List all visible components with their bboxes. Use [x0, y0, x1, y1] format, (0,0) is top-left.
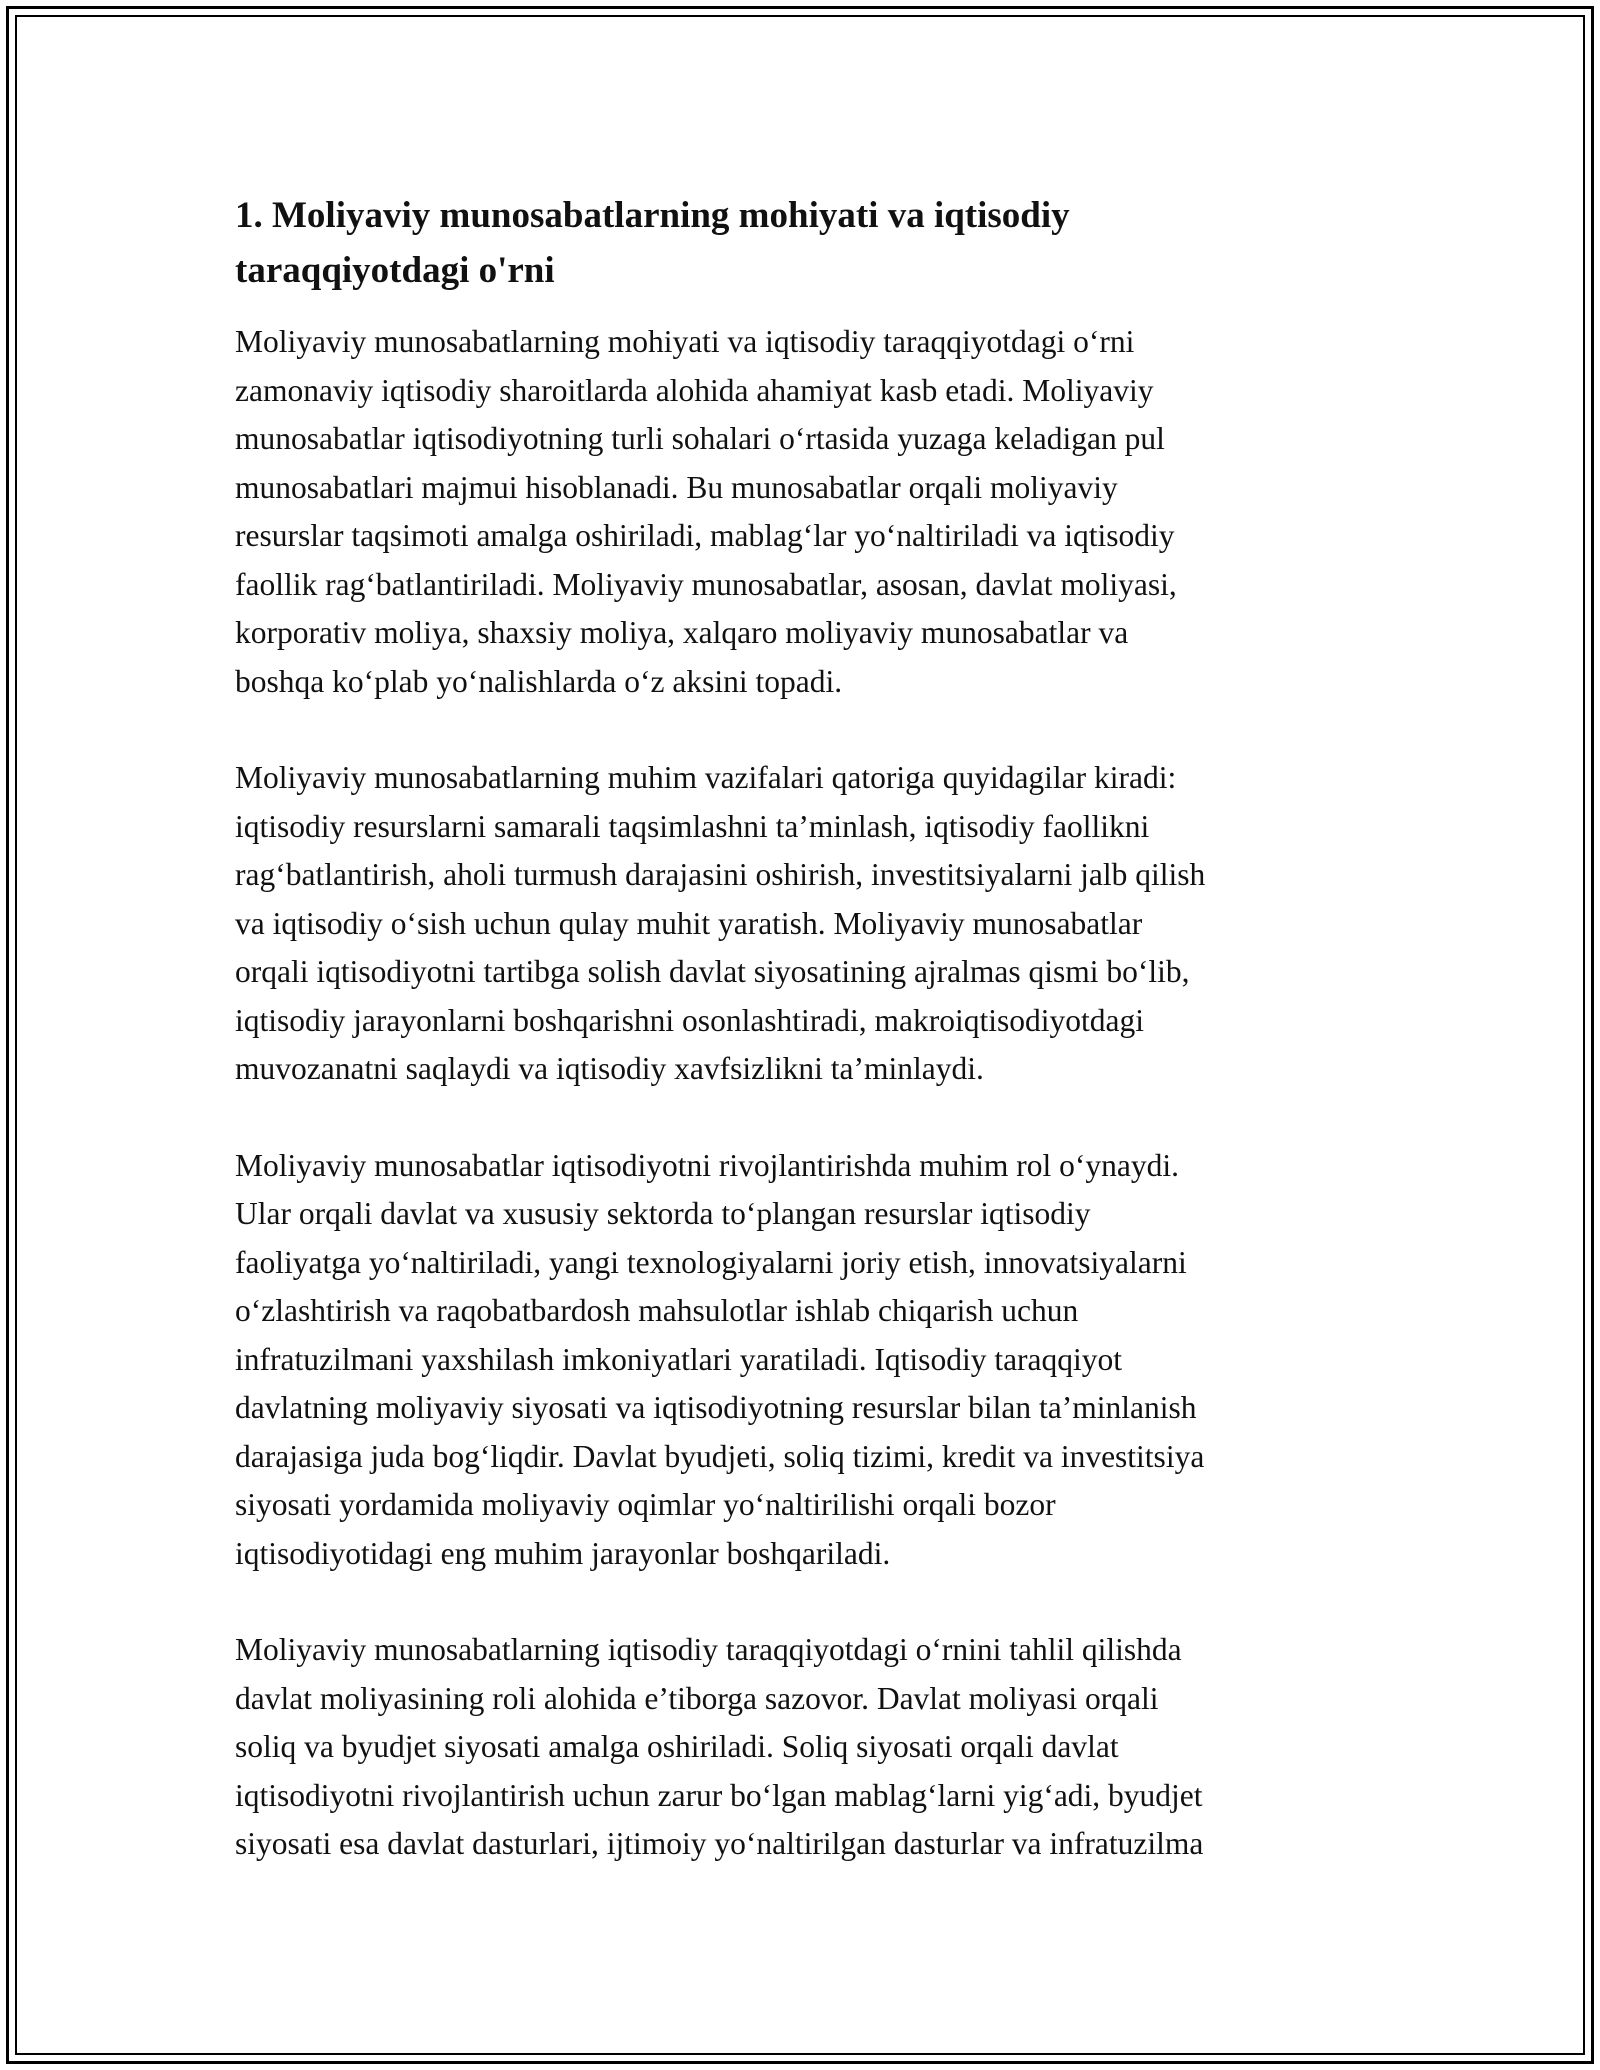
text-line: siyosati esa davlat dasturlari, ijtimoiy yo‘naltirilgan dasturlar va infratuzilma	[235, 1826, 1204, 1861]
text-line: Moliyaviy munosabatlarning mohiyati va iqtisodiy taraqqiyotdagi o‘rni	[235, 324, 1135, 359]
text-line: darajasiga juda bog‘liqdir. Davlat byudjeti, soliq tizimi, kredit va investitsiya	[235, 1438, 1205, 1474]
text-line: munosabatlar iqtisodiyotning turli sohalari o‘rtasida yuzaga keladigan pul	[235, 421, 1165, 456]
text-line: muvozanatni saqlaydi va iqtisodiy xavfsizlikni ta’minlaydi.	[235, 1051, 984, 1086]
text-line: orqali iqtisodiyotni tartibga solish davlat siyosatining ajralmas qismi bo‘lib,	[235, 954, 1190, 989]
text-line: Moliyaviy munosabatlar iqtisodiyotni rivojlantirishda muhim rol o‘ynaydi.	[235, 1147, 1180, 1183]
text-line: zamonaviy iqtisodiy sharoitlarda alohida ahamiyat kasb etadi. Moliyaviy	[235, 372, 1154, 408]
heading-line: taraqqiyotdagi o'rni	[235, 250, 555, 291]
text-line: faoliyatga yo‘naltiriladi, yangi texnologiyalarni joriy etish, innovatsiyalarni	[235, 1244, 1187, 1280]
heading-line: 1. Moliyaviy munosabatlarning mohiyati va iqtisodiy	[235, 195, 1070, 236]
text-line: iqtisodiyotidagi eng muhim jarayonlar boshqariladi.	[235, 1535, 891, 1571]
paragraph-3	[235, 1142, 1370, 1579]
paragraph-1	[235, 318, 1370, 706]
document-body	[235, 188, 1370, 1917]
text-line: boshqa ko‘plab yo‘nalishlarda o‘z aksini topadi.	[235, 663, 843, 699]
text-line: iqtisodiy jarayonlarni boshqarishni osonlashtiradi, makroiqtisodiyotdagi	[235, 1002, 1145, 1038]
text-line: iqtisodiy resurslarni samarali taqsimlashni ta’minlash, iqtisodiy faollikni	[235, 808, 1150, 844]
text-line: munosabatlari majmui hisoblanadi. Bu munosabatlar orqali moliyaviy	[235, 469, 1118, 505]
text-line: infratuzilmani yaxshilash imkoniyatlari yaratiladi. Iqtisodiy taraqqiyot	[235, 1341, 1123, 1377]
text-line: rag‘batlantirish, aholi turmush darajasini oshirish, investitsiyalarni jalb qilish	[235, 857, 1206, 892]
text-line: iqtisodiyotni rivojlantirish uchun zarur bo‘lgan mablag‘larni yig‘adi, byudjet	[235, 1777, 1203, 1813]
text-line: o‘zlashtirish va raqobatbardosh mahsulotlar ishlab chiqarish uchun	[235, 1293, 1079, 1328]
section-heading	[235, 188, 1370, 298]
text-line: korporativ moliya, shaxsiy moliya, xalqaro moliyaviy munosabatlar va	[235, 615, 1129, 650]
text-line: Moliyaviy munosabatlarning muhim vazifalari qatoriga quyidagilar kiradi:	[235, 760, 1177, 795]
text-line: va iqtisodiy o‘sish uchun qulay muhit yaratish. Moliyaviy munosabatlar	[235, 905, 1143, 941]
text-line: davlat moliyasining roli alohida e’tiborga sazovor. Davlat moliyasi orqali	[235, 1680, 1159, 1716]
text-line: siyosati yordamida moliyaviy oqimlar yo‘naltirilishi orqali bozor	[235, 1487, 1056, 1522]
text-line: soliq va byudjet siyosati amalga oshiriladi. Soliq siyosati orqali davlat	[235, 1729, 1119, 1764]
text-line: faollik rag‘batlantiriladi. Moliyaviy munosabatlar, asosan, davlat moliyasi,	[235, 566, 1177, 602]
paragraph-4	[235, 1626, 1370, 1869]
text-line: Moliyaviy munosabatlarning iqtisodiy taraqqiyotdagi o‘rnini tahlil qilishda	[235, 1632, 1182, 1667]
text-line: resurslar taqsimoti amalga oshiriladi, mablag‘lar yo‘naltiriladi va iqtisodiy	[235, 518, 1175, 553]
paragraph-2	[235, 754, 1370, 1094]
text-line: Ular orqali davlat va xususiy sektorda to‘plangan resurslar iqtisodiy	[235, 1196, 1091, 1231]
text-line: davlatning moliyaviy siyosati va iqtisodiyotning resurslar bilan ta’minlanish	[235, 1390, 1197, 1425]
